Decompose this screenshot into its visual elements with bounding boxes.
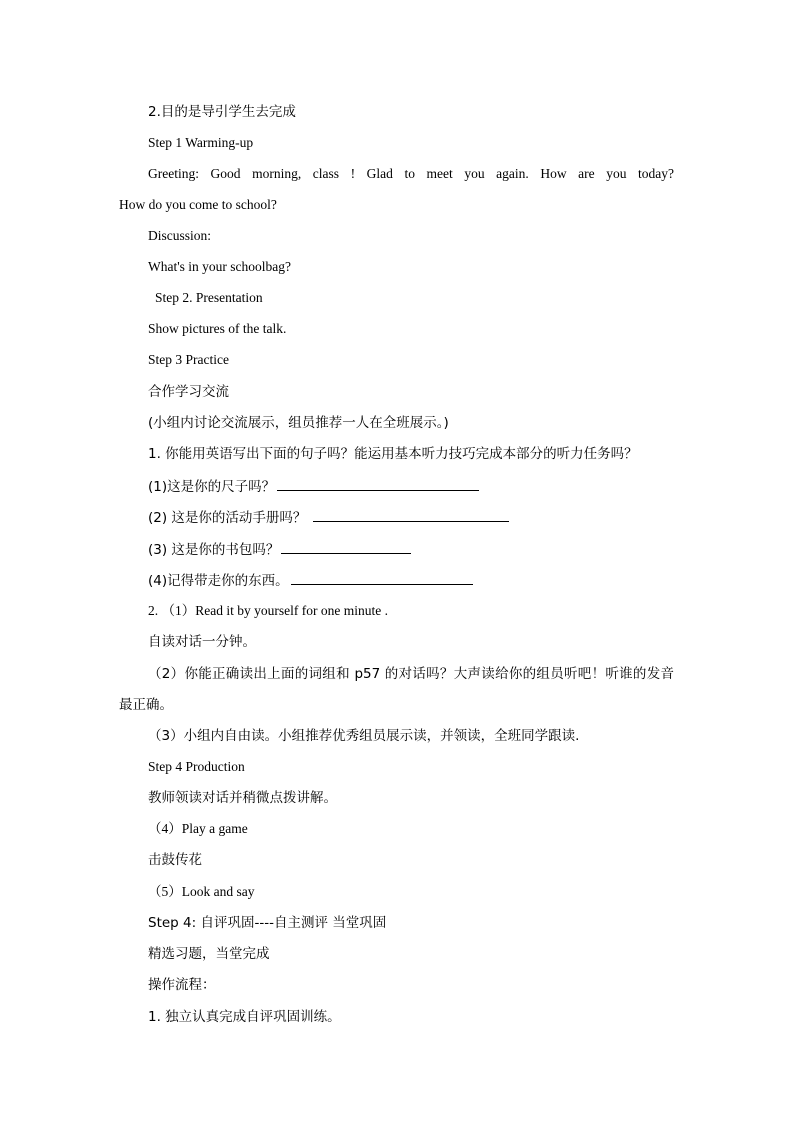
group-discussion-note: (小组内讨论交流展示，组员推荐一人在全班展示。) [148,415,449,431]
self-read-line: 自读对话一分钟。 [148,634,256,650]
sentence-3-line [148,540,411,559]
step4-self-assessment-heading: Step 4: 自评巩固----自主测评 当堂巩固 [148,915,387,931]
question-1-line: 1. 你能用英语写出下面的句子吗？能运用基本听力技巧完成本部分的听力任务吗？ [148,446,638,462]
group-reading-line: （3）小组内自由读。小组推荐优秀组员展示读，并领读，全班同学跟读. [148,728,580,744]
teacher-lead-line: 教师领读对话并稍微点拨讲解。 [148,790,337,806]
selected-exercises-line: 精选习题，当堂完成 [148,946,270,962]
sentence-2-prompt: (2) 这是你的活动手册吗？ [148,510,311,526]
read-correctly-line-continued: 最正确。 [119,697,173,713]
step1-heading: Step 1 Warming-up [148,135,254,150]
show-pictures-line: Show pictures of the talk. [148,321,287,336]
sentence-3-answer-blank[interactable] [281,540,411,554]
sentence-1-line [148,477,479,496]
read-correctly-line: （2）你能正确读出上面的词组和 p57 的对话吗？大声读给你的组员听吧！听谁的发音 [148,666,674,682]
step4-production-heading: Step 4 Production [148,759,245,774]
sentence-2-answer-blank[interactable] [313,508,509,522]
sentence-1-prompt: (1)这是你的尺子吗？ [148,479,276,495]
sentence-1-answer-blank[interactable] [277,477,479,491]
sentence-4-prompt: (4)记得带走你的东西。 [148,573,289,589]
step3-heading: Step 3 Practice [148,352,229,367]
cooperative-learning-line: 合作学习交流 [148,384,229,400]
step2-heading: Step 2. Presentation [155,290,263,305]
drum-pass-flower-line: 击鼓传花 [148,852,202,868]
greeting-line: Greeting: Good morning, class ! Glad to meet you again. How are you today? [148,166,674,181]
play-game-line: （4）Play a game [148,821,248,836]
procedure-step-1: 1. 独立认真完成自评巩固训练。 [148,1009,341,1025]
sentence-3-prompt: (3) 这是你的书包吗？ [148,542,280,558]
sentence-4-answer-blank[interactable] [291,571,473,585]
look-and-say-line: （5）Look and say [148,884,255,899]
greeting-line-continued: How do you come to school? [119,197,277,212]
procedure-label: 操作流程： [148,977,216,993]
read-by-yourself-line: 2. （1）Read it by yourself for one minute . [148,603,388,618]
discussion-question: What's in your schoolbag? [148,259,292,274]
discussion-label: Discussion: [148,228,212,243]
purpose-line: 2.目的是导引学生去完成 [148,104,296,120]
sentence-4-line [148,571,473,590]
sentence-2-line [148,508,509,527]
